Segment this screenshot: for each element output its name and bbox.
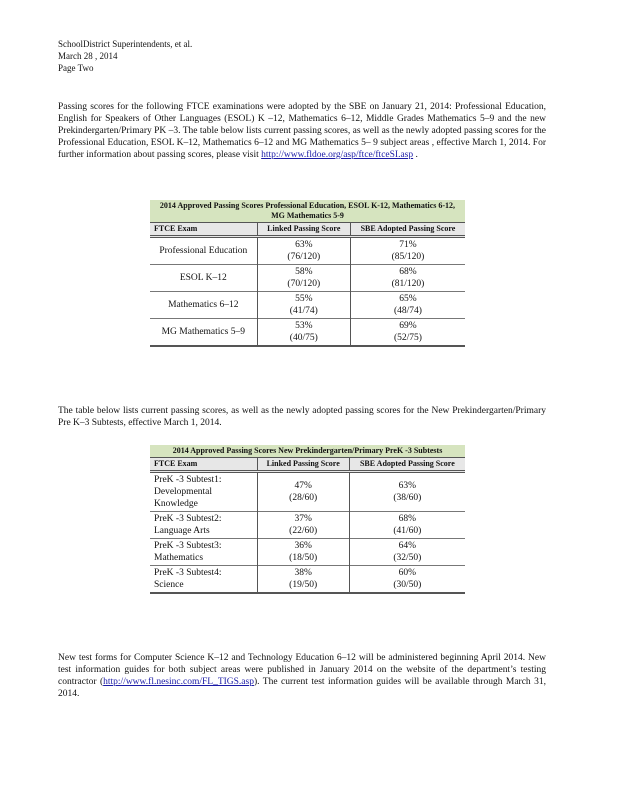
linked-raw: (41/74) — [289, 306, 318, 316]
passing-scores-table-2 — [150, 445, 465, 594]
linked-raw: (76/120) — [287, 252, 321, 262]
linked-percent: 36% — [294, 541, 312, 551]
sbe-score — [349, 512, 465, 539]
sbe-raw: (52/75) — [394, 333, 422, 343]
header-recipient: SchoolDistrict Superintendents, et al. — [58, 39, 193, 49]
sbe-score — [350, 237, 465, 265]
header-page: Page Two — [58, 63, 94, 73]
table-row — [150, 472, 465, 512]
ftce-passing-scores-link[interactable]: http://www.fldoe.org/asp/ftce/ftceSI.asp — [261, 150, 414, 160]
linked-score — [257, 292, 350, 319]
table-row — [150, 539, 465, 566]
sbe-score — [350, 292, 465, 319]
sbe-score — [350, 265, 465, 292]
linked-percent: 38% — [294, 568, 312, 578]
test-information-guides-link[interactable]: http://www.fl.nesinc.com/FL_TIGS.asp — [103, 677, 254, 687]
linked-raw: (28/60) — [289, 493, 318, 503]
paragraph-passing-scores — [58, 101, 546, 161]
linked-percent: 63% — [295, 240, 313, 250]
sbe-percent: 68% — [398, 514, 417, 524]
linked-raw: (19/50) — [289, 580, 318, 590]
exam-name: ESOL K–12 — [179, 273, 227, 283]
linked-score — [257, 566, 349, 594]
linked-percent: 55% — [295, 294, 313, 304]
linked-score — [257, 472, 349, 512]
linked-percent: 58% — [295, 267, 313, 277]
sbe-score — [349, 539, 465, 566]
table-row — [150, 237, 465, 265]
linked-score — [257, 319, 350, 347]
table-row — [150, 265, 465, 292]
sbe-raw: (81/120) — [391, 279, 425, 289]
table-row — [150, 512, 465, 539]
exam-name: Mathematics 6–12 — [168, 300, 239, 310]
sbe-raw: (48/74) — [394, 306, 422, 316]
linked-score — [257, 265, 350, 292]
sbe-raw: (38/60) — [393, 493, 422, 503]
paragraph-prek-scores: The table below lists current passing scores, as well as the newly adopted passing scores for the New Prekindergarten/Primary Pre K–3 Subtests, effective March 1, 2014. — [58, 406, 546, 428]
linked-score — [257, 237, 350, 265]
sbe-percent: 68% — [399, 267, 417, 277]
passing-scores-table-1 — [150, 200, 465, 347]
sbe-percent: 63% — [398, 481, 417, 491]
exam-name: MG Mathematics 5–9 — [161, 327, 245, 337]
col-header-sbe: SBE Adopted Passing Score — [350, 223, 465, 237]
paragraph-text: New test forms for Computer Science K–12 and Technology Education 6–12 will be administered beginning April 2014. New test information guides for both subject areas were published in January 2014 on the website of the department’s testing contractor ( — [58, 653, 546, 687]
col-header-linked: Linked Passing Score — [257, 458, 349, 472]
table-row — [150, 566, 465, 594]
linked-score — [257, 539, 349, 566]
exam-name: PreK -3 Subtest1: Developmental Knowledge — [154, 475, 222, 509]
sbe-raw: (85/120) — [391, 252, 425, 262]
col-header-linked: Linked Passing Score — [257, 223, 350, 237]
paragraph-text: Passing scores for the following FTCE examinations were adopted by the SBE on January 21, 2014: Professional Education, English for Speakers of Other Languages (ESOL) K –12, Mathematics 6–12, Middle Grades Mathematics 5–9 and the new Prekindergarten/Primary PK –3. The table below lists current passing scores, as well as the newly adopted passing scores for the Professional Education, ESOL K–12, Mathematics 6–12 and MG Mathematics 5– 9 subject areas , effective March 1, 2014. For further information about passing scores, please visit — [58, 102, 546, 160]
linked-percent: 37% — [294, 514, 312, 524]
sbe-raw: (32/50) — [393, 553, 422, 563]
exam-name: PreK -3 Subtest3: Mathematics — [154, 541, 222, 563]
sbe-score — [349, 566, 465, 594]
table-title: 2014 Approved Passing Scores New Prekindergarten/Primary PreK -3 Subtests — [150, 445, 465, 458]
sbe-percent: 69% — [399, 321, 417, 331]
linked-raw: (22/60) — [289, 526, 318, 536]
linked-raw: (70/120) — [287, 279, 321, 289]
linked-raw: (40/75) — [289, 333, 318, 343]
letter-header — [58, 38, 192, 74]
sbe-score — [350, 319, 465, 347]
paragraph-text-end: . — [413, 150, 418, 160]
sbe-percent: 65% — [399, 294, 417, 304]
sbe-raw: (41/60) — [393, 526, 422, 536]
paragraph-text-end: ). The current test information guides will be available through March 31, 2014. — [58, 677, 547, 699]
sbe-raw: (30/50) — [393, 580, 422, 590]
linked-percent: 47% — [294, 481, 312, 491]
col-header-exam: FTCE Exam — [150, 458, 257, 472]
col-header-sbe: SBE Adopted Passing Score — [349, 458, 465, 472]
sbe-percent: 64% — [398, 541, 417, 551]
table-row — [150, 319, 465, 347]
col-header-exam: FTCE Exam — [150, 223, 257, 237]
linked-score — [257, 512, 349, 539]
exam-name: PreK -3 Subtest2: Language Arts — [154, 514, 222, 536]
linked-raw: (18/50) — [289, 553, 318, 563]
table-title: 2014 Approved Passing Scores Professional Education, ESOL K-12, Mathematics 6-12, MG Mathematics 5-9 — [150, 200, 465, 223]
sbe-percent: 60% — [398, 568, 417, 578]
paragraph-new-test-forms — [58, 652, 546, 700]
linked-percent: 53% — [295, 321, 313, 331]
header-date: March 28 , 2014 — [58, 51, 118, 61]
table-row — [150, 292, 465, 319]
sbe-score — [349, 472, 465, 512]
exam-name: PreK -3 Subtest4: Science — [154, 568, 222, 590]
exam-name: Professional Education — [159, 246, 248, 256]
sbe-percent: 71% — [399, 240, 417, 250]
